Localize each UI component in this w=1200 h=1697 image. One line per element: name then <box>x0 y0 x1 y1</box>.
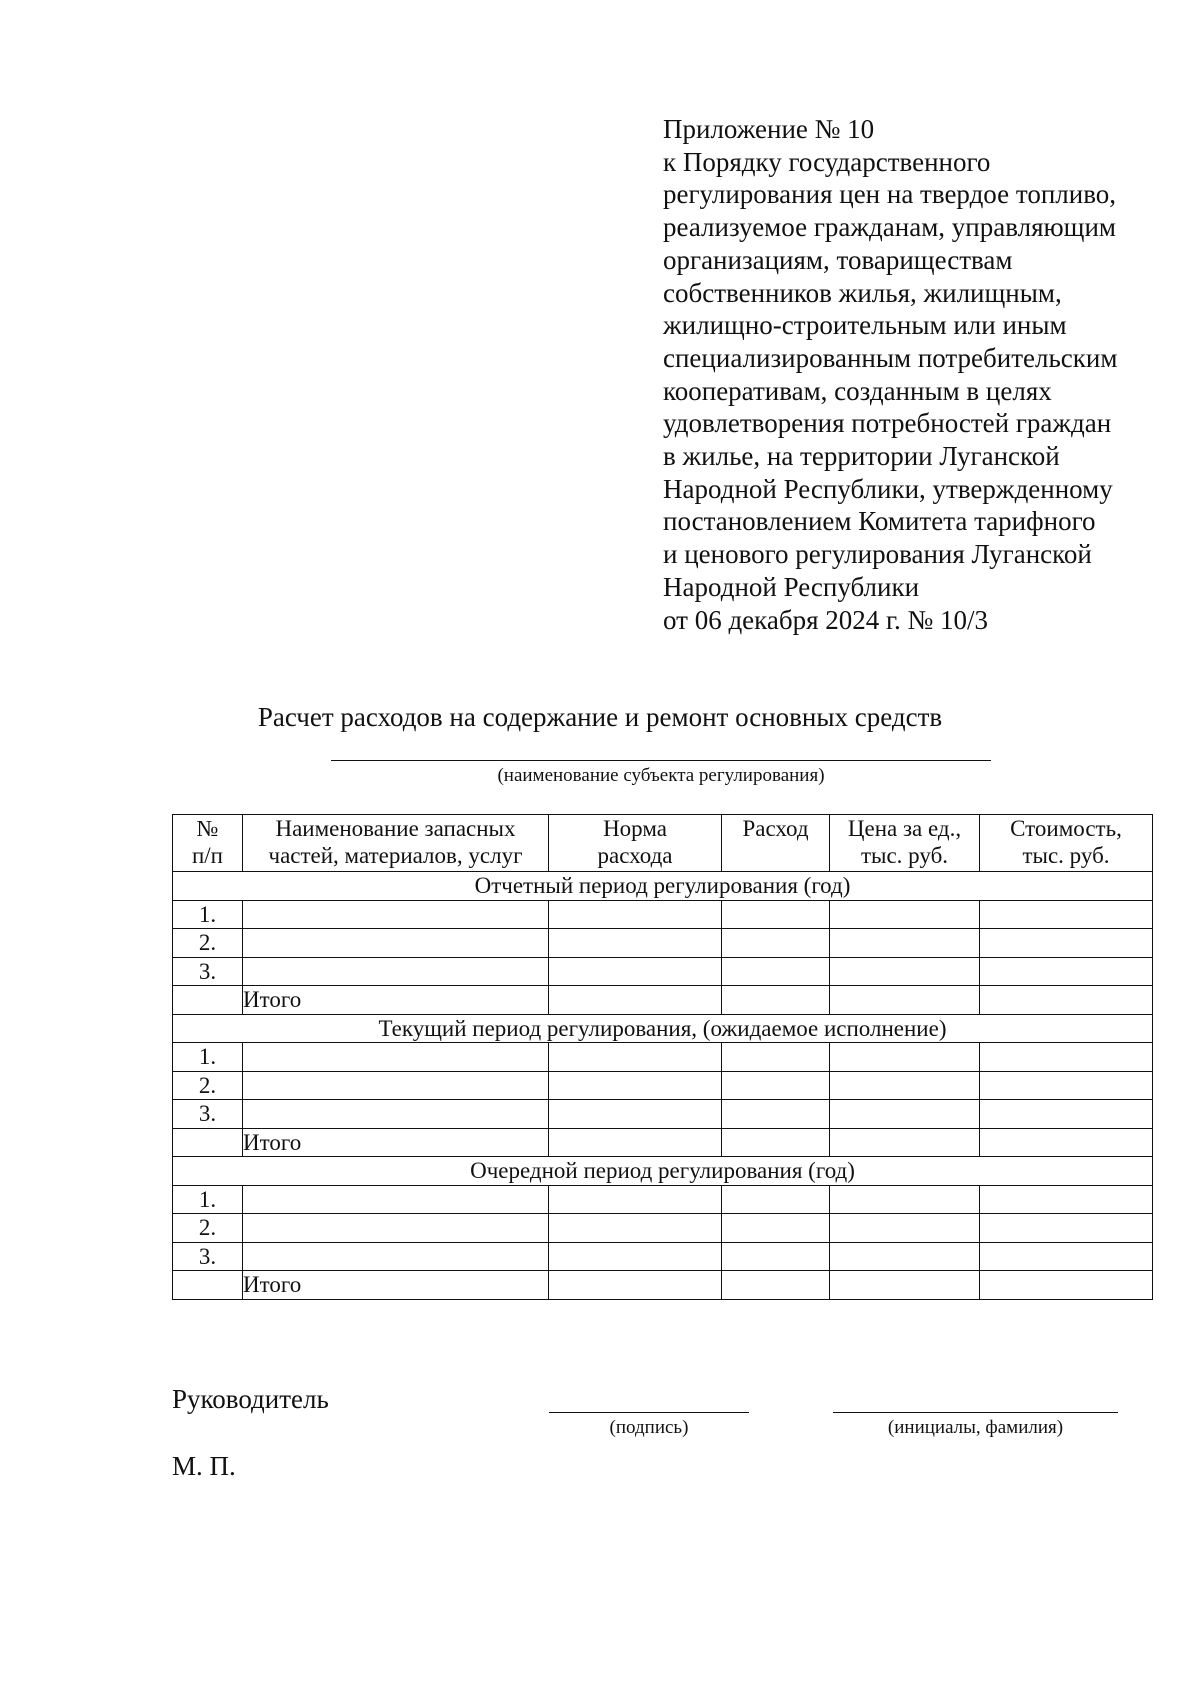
cell-cost[interactable] <box>980 1128 1153 1157</box>
cell-name[interactable] <box>243 900 549 929</box>
cell-norm[interactable] <box>549 1100 722 1129</box>
cell-name[interactable] <box>243 1100 549 1129</box>
cell-cost[interactable] <box>980 1214 1153 1243</box>
cell-price[interactable] <box>830 1242 980 1271</box>
section-title: Очередной период регулирования (год) <box>173 1157 1153 1186</box>
cell-norm[interactable] <box>549 1071 722 1100</box>
cell-cost[interactable] <box>980 957 1153 986</box>
cell-norm[interactable] <box>549 1271 722 1300</box>
cell-cost[interactable] <box>980 1043 1153 1072</box>
appendix-line: специализированным потребительским <box>663 342 1118 373</box>
table-row <box>173 900 1153 929</box>
cell-price[interactable] <box>830 1100 980 1129</box>
cell-price[interactable] <box>830 1271 980 1300</box>
cell-consumption[interactable] <box>722 1242 830 1271</box>
table-row <box>173 1214 1153 1243</box>
appendix-line: от 06 декабря 2024 г. № 10/3 <box>663 604 989 635</box>
cell-consumption[interactable] <box>722 900 830 929</box>
appendix-line: собственников жилья, жилищным, <box>663 277 1062 308</box>
cell-name[interactable] <box>243 929 549 958</box>
subject-name-caption: (наименование субъекта регулирования) <box>497 765 825 786</box>
appendix-line: и ценового регулирования Луганской <box>663 539 1092 570</box>
appendix-line: удовлетворения потребностей граждан <box>663 408 1112 439</box>
document-title: Расчет расходов на содержание и ремонт основных средств <box>257 702 943 732</box>
cell-price[interactable] <box>830 986 980 1015</box>
cell-cost[interactable] <box>980 1242 1153 1271</box>
signature-line[interactable] <box>549 1412 749 1413</box>
cell-name[interactable] <box>243 1185 549 1214</box>
signatory-role: Руководитель <box>172 1384 329 1414</box>
subject-name-line <box>331 760 991 761</box>
row-number: 1. <box>173 1043 243 1072</box>
cell-name[interactable] <box>243 1214 549 1243</box>
row-number: 2. <box>173 1071 243 1100</box>
cell-cost[interactable] <box>980 929 1153 958</box>
table-row <box>173 957 1153 986</box>
cell-norm[interactable] <box>549 1185 722 1214</box>
cell-price[interactable] <box>830 1214 980 1243</box>
stamp-place: М. П. <box>172 1451 236 1481</box>
appendix-line: реализуемое гражданам, управляющим <box>663 212 1117 243</box>
appendix-line: Народной Республики <box>663 571 920 602</box>
cell-price[interactable] <box>830 900 980 929</box>
total-label: Итого <box>243 1271 549 1300</box>
cell-cost[interactable] <box>980 900 1153 929</box>
cell-norm[interactable] <box>549 929 722 958</box>
signature-caption: (подпись) <box>609 1417 689 1438</box>
cell-consumption[interactable] <box>722 957 830 986</box>
appendix-line: постановлением Комитета тарифного <box>663 506 1096 537</box>
name-line[interactable] <box>833 1412 1118 1413</box>
total-row <box>173 1128 1153 1157</box>
cell-price[interactable] <box>830 1071 980 1100</box>
cell-consumption[interactable] <box>722 1100 830 1129</box>
total-row <box>173 986 1153 1015</box>
cell-name[interactable] <box>243 1071 549 1100</box>
table-row <box>173 1242 1153 1271</box>
cell-cost[interactable] <box>980 1071 1153 1100</box>
table-row <box>173 929 1153 958</box>
cell-price[interactable] <box>830 957 980 986</box>
total-row <box>173 1271 1153 1300</box>
cell-consumption[interactable] <box>722 1185 830 1214</box>
header-cost: Стоимость, тыс. руб. <box>980 815 1153 872</box>
cell-norm[interactable] <box>549 986 722 1015</box>
cell-consumption[interactable] <box>722 986 830 1015</box>
table-header-row <box>173 815 1153 872</box>
expense-calculation-table <box>172 814 1153 1300</box>
header-price: Цена за ед., тыс. руб. <box>830 815 980 872</box>
cell-consumption[interactable] <box>722 1271 830 1300</box>
table-row <box>173 1185 1153 1214</box>
cell-price[interactable] <box>830 1185 980 1214</box>
header-num: № п/п <box>173 815 243 872</box>
total-label: Итого <box>243 986 549 1015</box>
section-title: Текущий период регулирования, (ожидаемое исполнение) <box>173 1014 1153 1043</box>
cell-cost[interactable] <box>980 1100 1153 1129</box>
total-label: Итого <box>243 1128 549 1157</box>
cell-cost[interactable] <box>980 1185 1153 1214</box>
row-number: 2. <box>173 1214 243 1243</box>
cell-consumption[interactable] <box>722 1043 830 1072</box>
cell-norm[interactable] <box>549 1043 722 1072</box>
appendix-line: жилищно-строительным или иным <box>663 310 1067 341</box>
appendix-line: регулирования цен на твердое топливо, <box>663 179 1117 210</box>
cell-price[interactable] <box>830 1128 980 1157</box>
cell-cost[interactable] <box>980 1271 1153 1300</box>
cell-norm[interactable] <box>549 1128 722 1157</box>
row-number: 1. <box>173 900 243 929</box>
cell-price[interactable] <box>830 929 980 958</box>
row-number <box>173 1128 243 1157</box>
header-consumption: Расход <box>722 815 830 872</box>
cell-consumption[interactable] <box>722 1214 830 1243</box>
section-title-row <box>173 1157 1153 1186</box>
section-title-row <box>173 1014 1153 1043</box>
cell-norm[interactable] <box>549 1214 722 1243</box>
cell-norm[interactable] <box>549 1242 722 1271</box>
cell-consumption[interactable] <box>722 1128 830 1157</box>
appendix-block <box>663 113 1163 636</box>
cell-name[interactable] <box>243 1043 549 1072</box>
name-caption: (инициалы, фамилия) <box>887 1417 1064 1438</box>
table-row <box>173 1071 1153 1100</box>
appendix-line: Народной Республики, утвержденному <box>663 473 1113 504</box>
cell-name[interactable] <box>243 1242 549 1271</box>
appendix-line: в жилье, на территории Луганской <box>663 441 1060 472</box>
table-row <box>173 1043 1153 1072</box>
cell-price[interactable] <box>830 1043 980 1072</box>
row-number: 3. <box>173 1100 243 1129</box>
row-number <box>173 986 243 1015</box>
row-number: 2. <box>173 929 243 958</box>
appendix-line: кооперативам, созданным в целях <box>663 375 1052 406</box>
row-number: 1. <box>173 1185 243 1214</box>
appendix-line: Приложение № 10 <box>663 114 875 144</box>
appendix-line: к Порядку государственного <box>663 146 991 177</box>
cell-name[interactable] <box>243 957 549 986</box>
section-title-row <box>173 872 1153 901</box>
header-name: Наименование запасных частей, материалов, услуг <box>243 815 549 872</box>
header-norm: Норма расхода <box>549 815 722 872</box>
section-title: Отчетный период регулирования (год) <box>173 872 1153 901</box>
cell-cost[interactable] <box>980 986 1153 1015</box>
cell-norm[interactable] <box>549 957 722 986</box>
appendix-line: организациям, товариществам <box>663 244 1013 275</box>
row-number: 3. <box>173 957 243 986</box>
cell-consumption[interactable] <box>722 929 830 958</box>
cell-norm[interactable] <box>549 900 722 929</box>
row-number: 3. <box>173 1242 243 1271</box>
table-row <box>173 1100 1153 1129</box>
cell-consumption[interactable] <box>722 1071 830 1100</box>
row-number <box>173 1271 243 1300</box>
